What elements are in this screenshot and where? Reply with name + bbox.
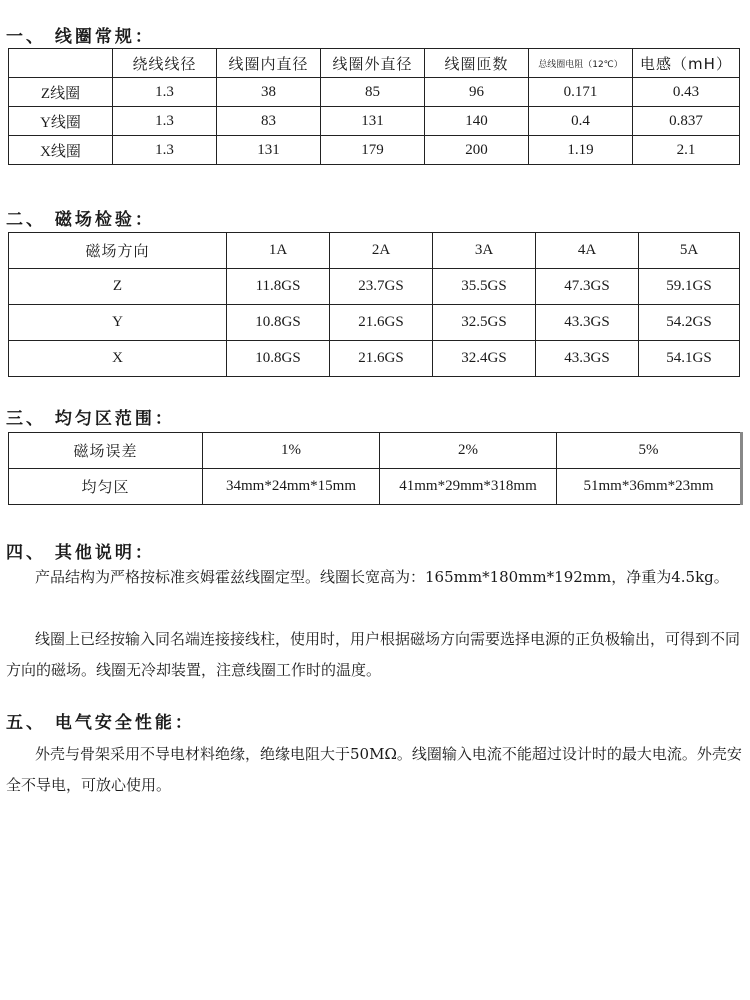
header-cell: 5A	[639, 233, 740, 269]
table-cell: 34mm*24mm*15mm	[203, 469, 380, 505]
section-heading-other-notes: 四、 其他说明：	[6, 543, 155, 563]
table-cell: 0.43	[633, 78, 740, 107]
safety-paragraph: 外壳与骨架采用不导电材料绝缘，绝缘电阻大于50MΩ。线圈输入电流不能超过设计时的最大电流。外壳安全不导电，可放心使用。	[6, 745, 742, 794]
table-cell: 43.3GS	[536, 341, 639, 377]
table-cell: 54.2GS	[639, 305, 740, 341]
row-label: Y	[9, 305, 227, 341]
header-cell: 线圈内直径	[217, 49, 321, 78]
table-cell: 0.4	[529, 107, 633, 136]
table-cell: 140	[425, 107, 529, 136]
table-cell: 83	[217, 107, 321, 136]
notes-paragraph: 线圈上已经按输入同名端连接接线柱，使用时，用户根据磁场方向需要选择电源的正负极输出，可得到不同方向的磁场。线圈无冷却装置，注意线圈工作时的温度。	[6, 630, 741, 679]
table-cell: 1.3	[113, 136, 217, 165]
table-cell: 179	[321, 136, 425, 165]
section-heading-electrical-safety: 五、 电气安全性能：	[6, 713, 195, 733]
header-cell: 线圈外直径	[321, 49, 425, 78]
section-heading-uniform-zone: 三、 均匀区范围：	[6, 409, 175, 429]
table-cell: 32.4GS	[433, 341, 536, 377]
header-cell: 总线圈电阻（12℃）	[529, 49, 633, 78]
table-cell: 41mm*29mm*318mm	[380, 469, 557, 505]
table-row	[9, 305, 740, 341]
section-heading-field-test: 二、 磁场检验：	[6, 210, 155, 230]
header-cell: 线圈匝数	[425, 49, 529, 78]
table-header-row	[9, 233, 740, 269]
table-cell: 43.3GS	[536, 305, 639, 341]
row-label: X	[9, 341, 227, 377]
table-cell: 10.8GS	[227, 305, 330, 341]
table-cell: 85	[321, 78, 425, 107]
table-cell: 21.6GS	[330, 341, 433, 377]
table-cell: 23.7GS	[330, 269, 433, 305]
table-cell: 21.6GS	[330, 305, 433, 341]
table-row	[9, 107, 740, 136]
table-cell: 1.3	[113, 78, 217, 107]
table-cell: 131	[321, 107, 425, 136]
table-cell: 0.837	[633, 107, 740, 136]
table-cell: 38	[217, 78, 321, 107]
table-cell: 10.8GS	[227, 341, 330, 377]
uniform-zone-table	[8, 432, 743, 505]
header-cell: 1%	[203, 433, 380, 469]
table-row	[9, 136, 740, 165]
table-row	[9, 341, 740, 377]
header-cell: 磁场方向	[9, 233, 227, 269]
table-cell: 1.3	[113, 107, 217, 136]
row-label: Z线圈	[9, 78, 113, 107]
header-cell: 电感（mH）	[633, 49, 740, 78]
header-cell	[9, 49, 113, 78]
table-cell: 11.8GS	[227, 269, 330, 305]
table-header-row	[9, 49, 740, 78]
table-cell: 2.1	[633, 136, 740, 165]
row-label: 均匀区	[9, 469, 203, 505]
header-cell: 2A	[330, 233, 433, 269]
header-cell: 3A	[433, 233, 536, 269]
row-label: X线圈	[9, 136, 113, 165]
table-cell: 1.19	[529, 136, 633, 165]
coil-specs-table	[8, 48, 740, 165]
row-label: Z	[9, 269, 227, 305]
header-cell: 磁场误差	[9, 433, 203, 469]
table-cell: 59.1GS	[639, 269, 740, 305]
row-label: Y线圈	[9, 107, 113, 136]
table-row	[9, 269, 740, 305]
table-cell: 35.5GS	[433, 269, 536, 305]
table-header-row	[9, 433, 742, 469]
field-test-table	[8, 232, 740, 377]
table-cell: 0.171	[529, 78, 633, 107]
header-cell: 绕线线径	[113, 49, 217, 78]
table-row	[9, 78, 740, 107]
table-row	[9, 469, 742, 505]
table-cell: 200	[425, 136, 529, 165]
section-heading-coil-specs: 一、 线圈常规：	[6, 27, 155, 47]
header-cell: 1A	[227, 233, 330, 269]
header-cell: 5%	[557, 433, 742, 469]
table-cell: 47.3GS	[536, 269, 639, 305]
header-cell: 2%	[380, 433, 557, 469]
table-cell: 131	[217, 136, 321, 165]
notes-paragraph: 产品结构为严格按标准亥姆霍兹线圈定型。线圈长宽高为：165mm*180mm*192mm，净重为4.5kg。	[35, 568, 729, 586]
table-cell: 54.1GS	[639, 341, 740, 377]
header-cell: 4A	[536, 233, 639, 269]
table-cell: 96	[425, 78, 529, 107]
table-cell: 51mm*36mm*23mm	[557, 469, 742, 505]
table-cell: 32.5GS	[433, 305, 536, 341]
